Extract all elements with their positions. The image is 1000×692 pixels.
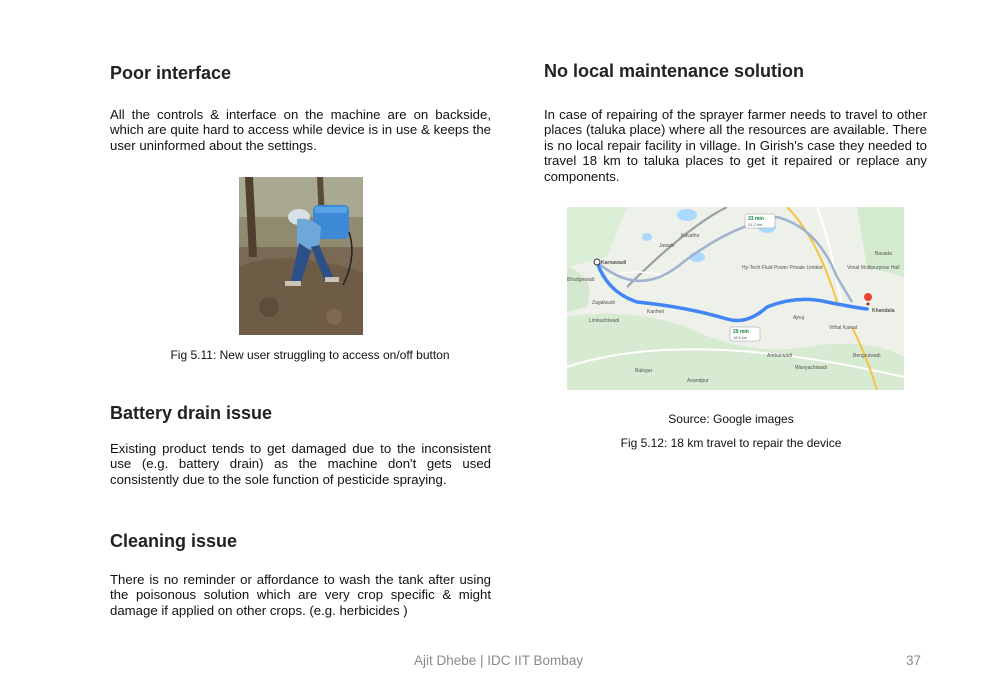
place-balegar: Balegar [635,368,653,374]
place-limbachiwadi: Limbachiwadi [589,318,620,324]
cleaning-issue-heading: Cleaning issue [110,531,238,551]
place-hitech: Hy-Tech Fluid Power Private Limited [742,265,823,271]
place-khandala: Khandala [872,308,895,314]
footer-author: Ajit Dhebe | IDC IIT Bombay [414,653,584,668]
maintenance-heading: No local maintenance solution [544,61,805,81]
place-zagalwadi: Zagalwadi [592,300,615,306]
fig-5-12-caption: Fig 5.12: 18 km travel to repair the device [620,436,842,450]
place-bhadgewadi: Bhadgewadi [567,277,595,283]
user-struggling-photo [239,177,363,335]
place-ajnuj: Ajnuj [793,315,805,321]
time-box-top: 33 min [748,216,764,222]
poor-interface-text: All the controls & interface on the machine are on backside, which are quite hard to access while device is in use & keeps the user uninformed about the settings. [110,107,491,153]
place-wanyachiwadi: Wanyachiwadi [795,365,828,371]
time-box-bottom: 29 min [733,329,749,335]
place-bengrulwadi: Bengrulwadi [853,353,881,359]
place-kanheri: Kanheri [647,309,665,315]
maintenance-text: In case of repairing of the sprayer farmer needs to travel to other places (taluka place) where all the resources are available. There is no local repair facility in village. In Girish's case they needed to travel 18 km to taluka places to get it repaired or replace any components. [544,107,927,184]
place-kavathe: Kavathe [681,233,700,239]
place-anandpur: Anandpur [687,378,709,384]
place-vimal: Vimal Multipurpose Hall [847,265,900,271]
place-ambarwadi: Ambarwadi [767,353,793,359]
cleaning-issue-text: There is no reminder or affordance to wash the tank after using the poisonous solution which are very crop specific & might damage if applied on other crops. (e.g. herbicides ) [110,572,491,618]
battery-drain-heading: Battery drain issue [110,403,273,423]
fig-5-11-caption: Fig 5.11: New user struggling to access on/off button [170,348,450,362]
route-map [567,207,904,390]
battery-drain-text: Existing product tends to get damaged due to the inconsistent use (e.g. battery drain) as the machine don't gets used consistently due to the sole function of pesticide spraying. [110,441,491,487]
map-source-caption: Source: Google images [668,412,794,426]
place-karnawadi: Karnawadi [601,260,627,266]
place-jawale: Jawale [659,243,675,249]
page-number: 37 [906,653,922,668]
place-bavada: Bavada [875,251,892,257]
poor-interface-heading: Poor interface [110,63,232,83]
distance-box-top: 31.2 km [748,222,763,227]
distance-box-bottom: 18.5 km [733,335,748,340]
place-vithal-kamat: Vithal Kamat [829,325,858,331]
